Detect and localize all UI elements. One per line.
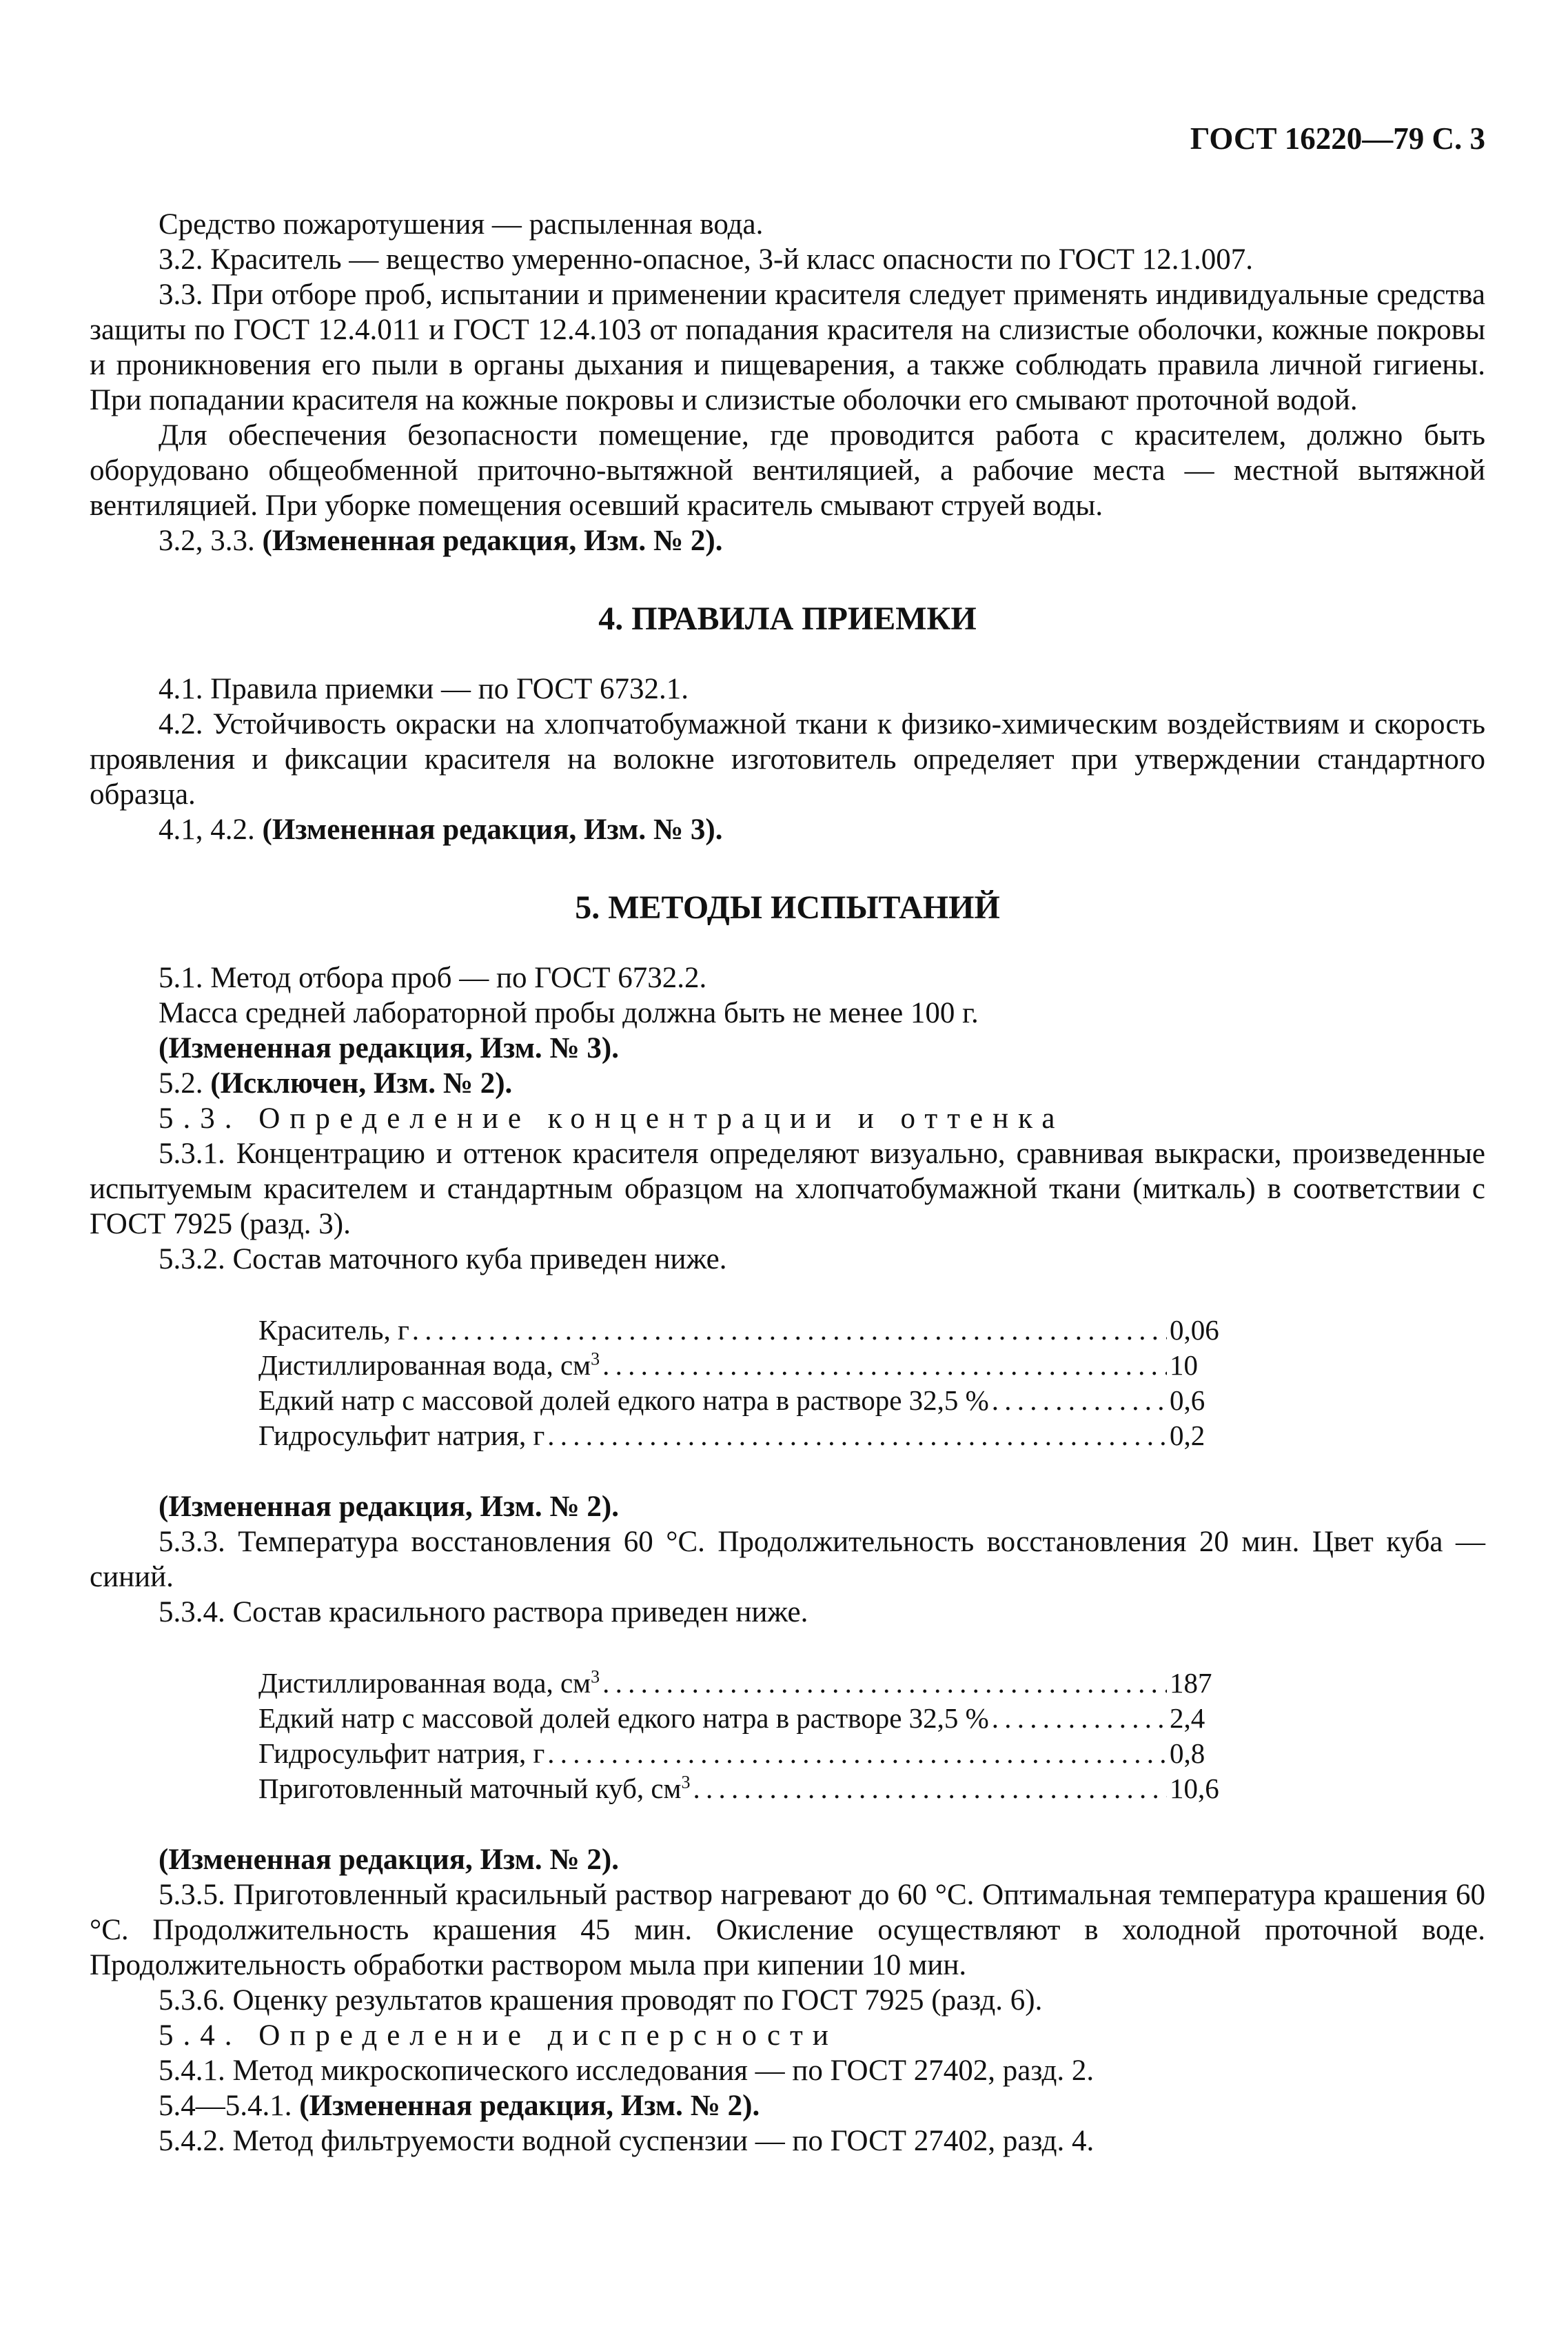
section-heading: 4. ПРАВИЛА ПРИЕМКИ bbox=[598, 600, 977, 637]
page-header: ГОСТ 16220—79 С. 3 bbox=[1190, 121, 1485, 156]
recipe-label: Гидросульфит натрия, г bbox=[258, 1737, 545, 1769]
recipe-value: 10 bbox=[1170, 1349, 1198, 1381]
document-page bbox=[90, 0, 1485, 2333]
recipe-label: Гидросульфит натрия, г bbox=[258, 1420, 545, 1451]
recipe-row bbox=[258, 1383, 1223, 1418]
paragraph: 4.2. Устойчивость окраски на хлопчатобумажной ткани к физико-химическим воздействиям и скорость проявления и фиксации красителя на волокне изготовитель определяет при утверждении стандартного образца. bbox=[90, 708, 1485, 811]
paragraph: 5.4.2. Метод фильтруемости водной суспензии — по ГОСТ 27402, разд. 4. bbox=[159, 2125, 1094, 2157]
recipe-value: 187 bbox=[1170, 1667, 1212, 1699]
paragraph: 3.3. При отборе проб, испытании и применении красителя следует применять индивидуальные средства защиты по ГОСТ 12.4.011 и ГОСТ 12.4.103 от попадания красителя на слизистые оболочки, кожные покровы и проникновения его пыли в органы дыхания и пищеварения, а также соблюдать правила личной гигиены. При попадании красителя на кожные покровы и слизистые оболочки его смывают проточной водой. bbox=[90, 279, 1485, 416]
note-bold: (Исключен, Изм. № 2). bbox=[210, 1067, 513, 1100]
recipe-value: 0,6 bbox=[1170, 1384, 1205, 1416]
recipe-value: 0,8 bbox=[1170, 1737, 1205, 1769]
recipe-row bbox=[258, 1348, 1223, 1383]
recipe-value: 0,06 bbox=[1170, 1314, 1219, 1346]
recipe-label: Приготовленный маточный куб, $см^3$ bbox=[258, 1772, 691, 1804]
note-bold: (Измененная редакция, Изм. № 2). bbox=[299, 2090, 760, 2122]
subsection-title: 5.4. Определение дисперсности bbox=[159, 2019, 838, 2052]
recipe-row bbox=[258, 1701, 1223, 1736]
paragraph: 4.1. Правила приемки — по ГОСТ 6732.1. bbox=[159, 673, 689, 705]
recipe-label: Едкий натр с массовой долей едкого натра в растворе 32,5 % bbox=[258, 1702, 989, 1734]
leader-dots bbox=[693, 1771, 1168, 1806]
leader-dots bbox=[992, 1383, 1167, 1418]
leader-dots bbox=[547, 1736, 1167, 1771]
paragraph: Масса средней лабораторной пробы должна быть не менее 100 г. bbox=[159, 997, 979, 1029]
recipe-row bbox=[258, 1771, 1223, 1806]
leader-dots bbox=[992, 1701, 1167, 1736]
note-prefix: 5.2. bbox=[159, 1067, 211, 1100]
recipe-row bbox=[258, 1418, 1223, 1453]
subsection-title: 5.3. Определение концентрации и оттенка bbox=[159, 1102, 1065, 1135]
leader-dots bbox=[412, 1313, 1167, 1348]
note-prefix: 4.1, 4.2. bbox=[159, 814, 263, 846]
note-prefix: 3.2, 3.3. bbox=[159, 525, 263, 557]
recipe-value: 2,4 bbox=[1170, 1702, 1205, 1734]
paragraph: 5.3.1. Концентрацию и оттенок красителя определяют визуально, сравнивая выкраски, произведенные испытуемым красителем и стандартным образцом на хлопчатобумажной ткани (миткаль) в соответствии с ГОСТ 7925 (разд. 3). bbox=[90, 1138, 1485, 1240]
document-body bbox=[90, 207, 1485, 2159]
recipe-label: Дистиллированная вода, $см^3$ bbox=[258, 1349, 600, 1381]
recipe-value: 10,6 bbox=[1170, 1773, 1219, 1804]
leader-dots bbox=[602, 1348, 1167, 1383]
recipe-list-stock-vat bbox=[258, 1313, 1223, 1453]
note-bold: (Измененная редакция, Изм. № 3). bbox=[262, 814, 723, 846]
recipe-value: 0,2 bbox=[1170, 1420, 1205, 1451]
paragraph: 5.3.4. Состав красильного раствора приведен ниже. bbox=[159, 1596, 808, 1628]
paragraph: Средство пожаротушения — распыленная вода. bbox=[159, 208, 764, 241]
amendment-note bbox=[90, 523, 1485, 558]
paragraph: 5.3.5. Приготовленный красильный раствор нагревают до 60 °С. Оптимальная температура крашения 60 °С. Продолжительность крашения 45 мин. Окисление осуществляют в холодной проточной воде. Продолжительность обработки раствором мыла при кипении 10 мин. bbox=[90, 1879, 1485, 1981]
recipe-label: Краситель, г bbox=[258, 1314, 409, 1346]
amendment-note bbox=[90, 2088, 1485, 2123]
recipe-label: Дистиллированная вода, $см^3$ bbox=[258, 1666, 600, 1699]
recipe-row bbox=[258, 1313, 1223, 1348]
amendment-note bbox=[90, 1066, 1485, 1101]
paragraph: 5.1. Метод отбора проб — по ГОСТ 6732.2. bbox=[159, 962, 707, 994]
amendment-note: (Измененная редакция, Изм. № 2). bbox=[159, 1491, 619, 1523]
recipe-row bbox=[258, 1666, 1223, 1701]
section-heading: 5. МЕТОДЫ ИСПЫТАНИЙ bbox=[575, 889, 1000, 926]
paragraph: 5.3.2. Состав маточного куба приведен ниже. bbox=[159, 1243, 727, 1275]
note-bold: (Измененная редакция, Изм. № 2). bbox=[262, 525, 723, 557]
recipe-list-dye-bath bbox=[258, 1666, 1223, 1806]
paragraph: Для обеспечения безопасности помещение, где проводится работа с красителем, должно быть оборудовано общеобменной приточно-вытяжной вентиляцией, а рабочие места — местной вытяжной вентиляцией. При уборке помещения осевший краситель смывают струей воды. bbox=[90, 419, 1485, 522]
paragraph: 5.3.3. Температура восстановления 60 °С. Продолжительность восстановления 20 мин. Цвет куба — синий. bbox=[90, 1526, 1485, 1593]
recipe-row bbox=[258, 1736, 1223, 1771]
amendment-note: (Измененная редакция, Изм. № 2). bbox=[159, 1844, 619, 1876]
recipe-label: Едкий натр с массовой долей едкого натра в растворе 32,5 % bbox=[258, 1384, 989, 1416]
leader-dots bbox=[602, 1666, 1167, 1701]
amendment-note bbox=[90, 812, 1485, 847]
paragraph: 5.3.6. Оценку результатов крашения проводят по ГОСТ 7925 (разд. 6). bbox=[159, 1984, 1043, 2017]
paragraph: 3.2. Краситель — вещество умеренно-опасное, 3-й класс опасности по ГОСТ 12.1.007. bbox=[159, 243, 1253, 276]
amendment-note: (Измененная редакция, Изм. № 3). bbox=[159, 1032, 619, 1064]
paragraph: 5.4.1. Метод микроскопического исследования — по ГОСТ 27402, разд. 2. bbox=[159, 2054, 1094, 2087]
leader-dots bbox=[547, 1418, 1167, 1453]
note-prefix: 5.4—5.4.1. bbox=[159, 2090, 300, 2122]
